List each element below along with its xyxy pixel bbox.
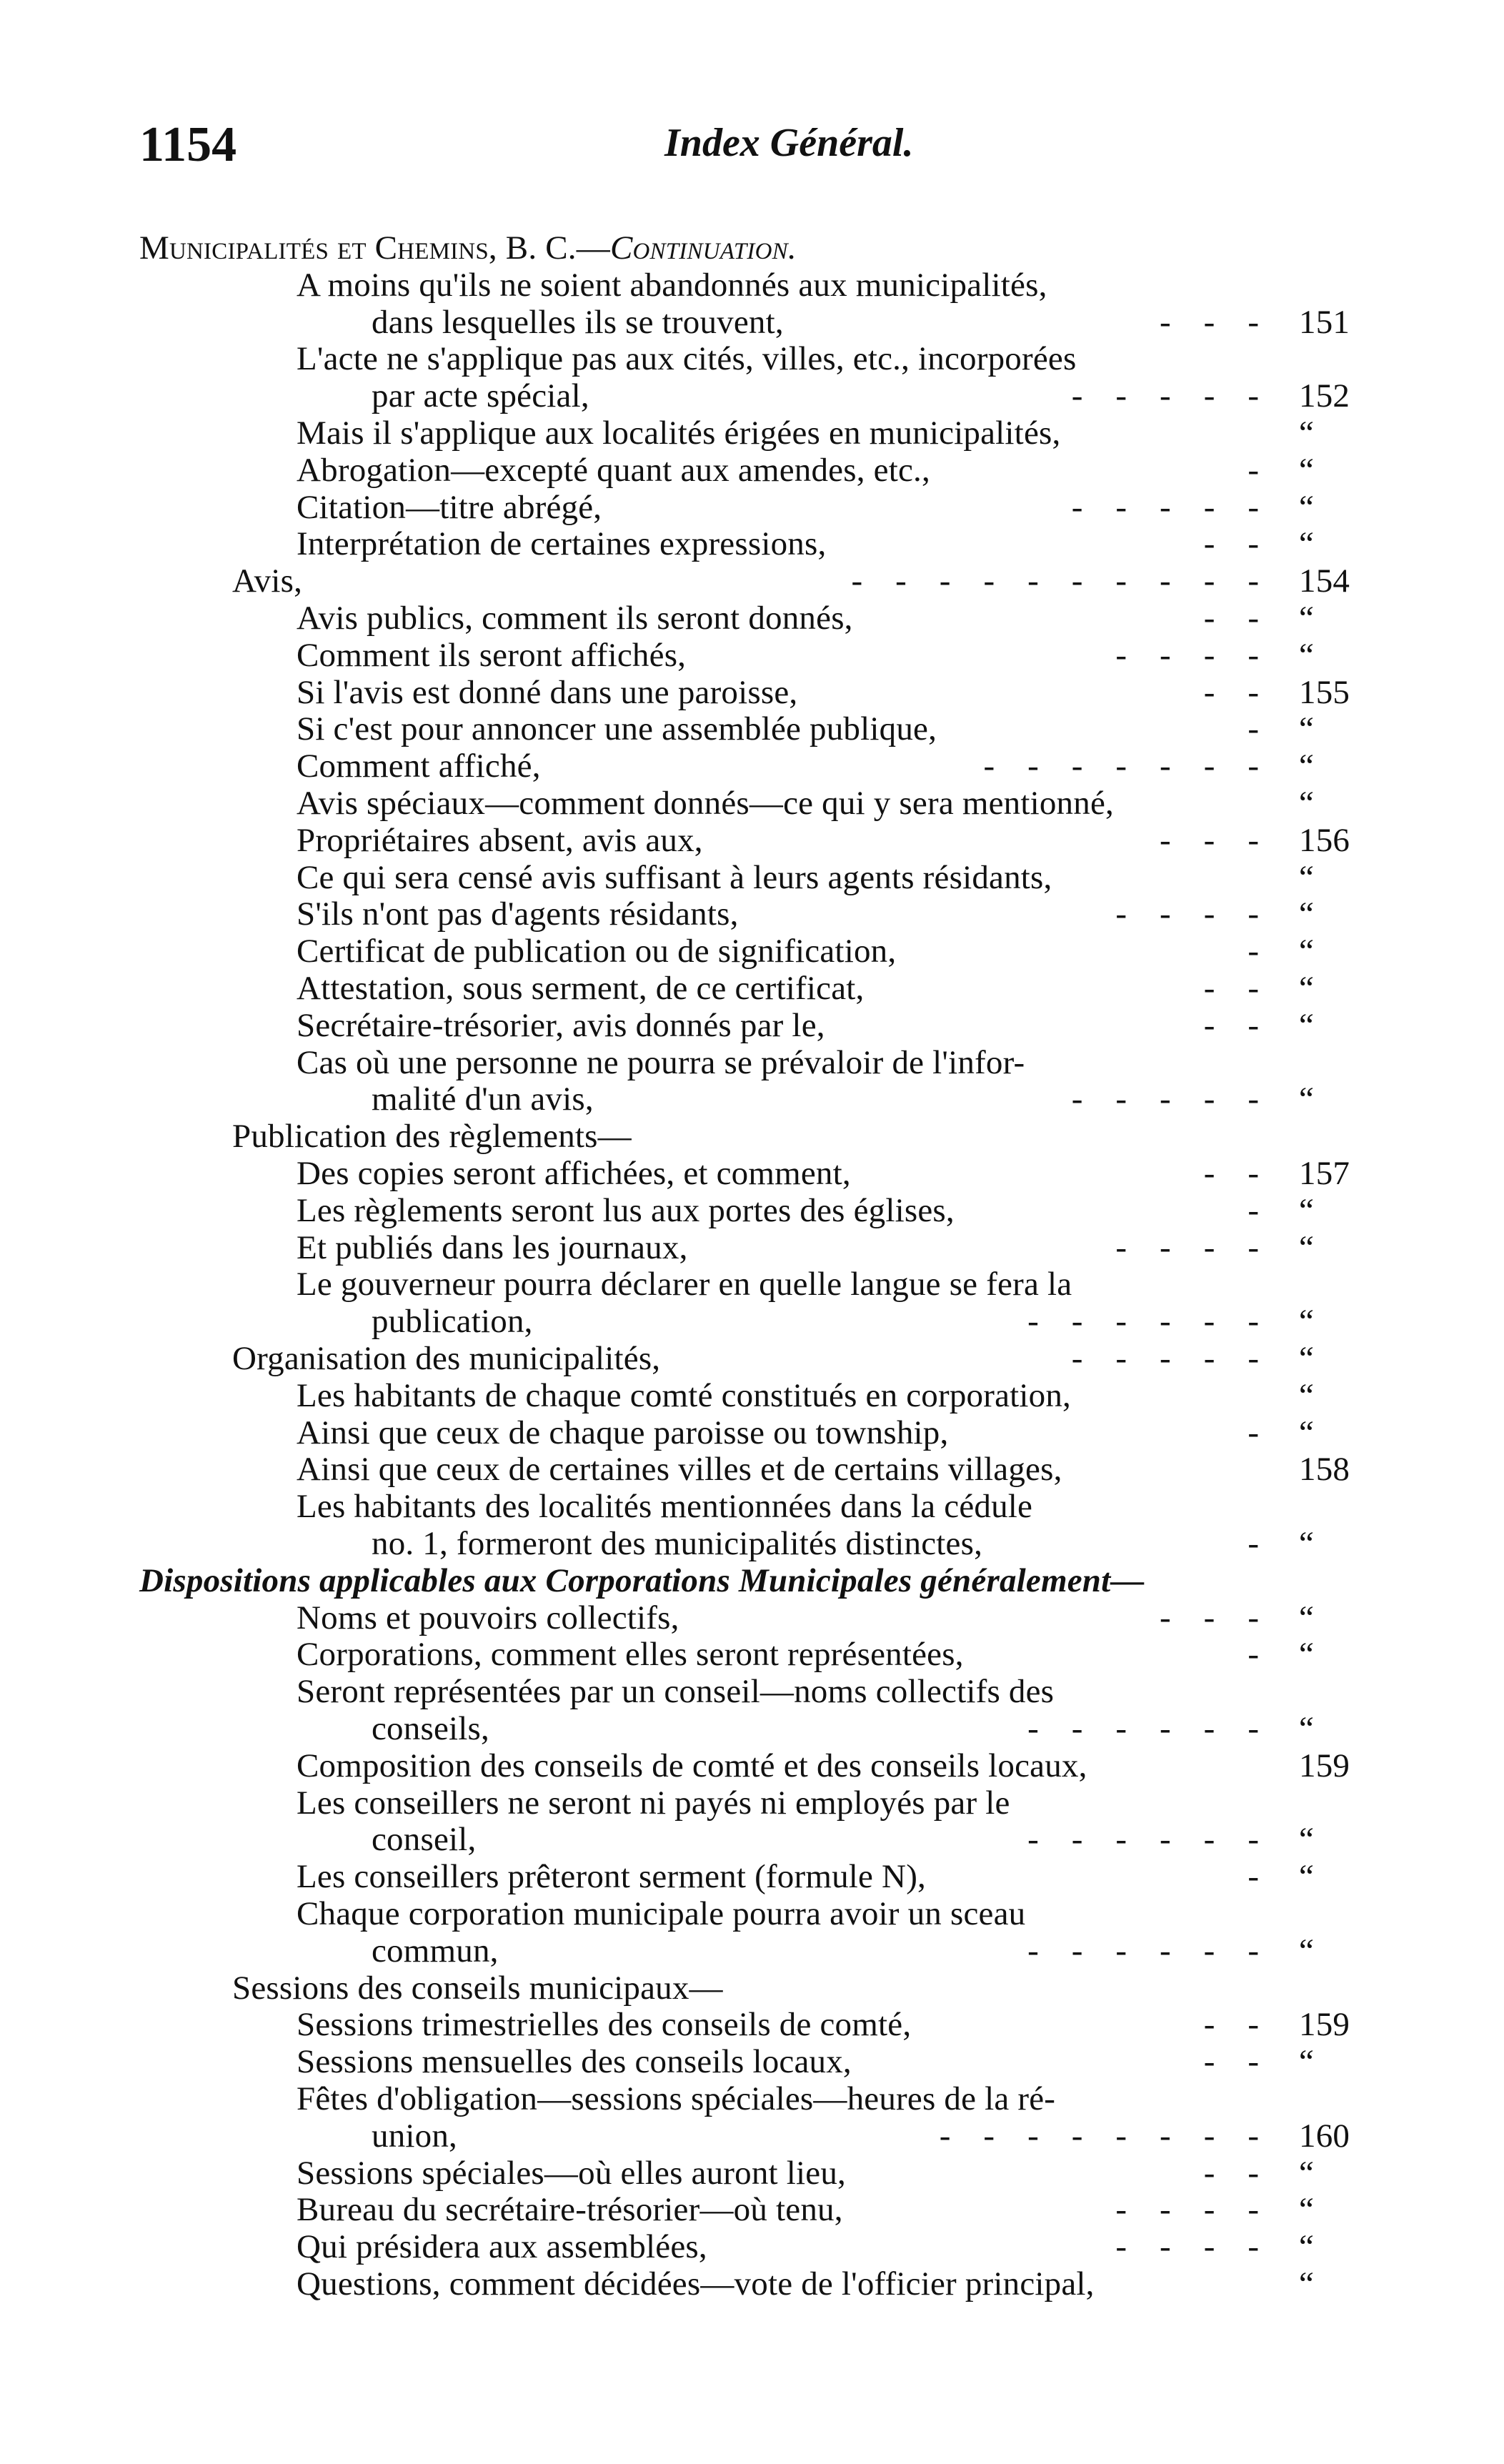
dot-leader: ------	[1027, 1303, 1292, 1340]
index-entry	[0, 451, 1504, 490]
index-entry	[0, 1784, 1504, 1822]
index-entry	[0, 1524, 1504, 1563]
entry-text: commun,	[372, 1932, 499, 1969]
entry-text: Des copies seront affichées, et comment,	[297, 1155, 851, 1192]
page-reference: “	[1299, 1303, 1315, 1340]
index-entry	[0, 2190, 1504, 2229]
entry-text: Cas où une personne ne pourra se prévaloir de l'infor-	[297, 1044, 1025, 1081]
index-entry	[0, 562, 1504, 600]
dot-leader: ----	[1115, 1229, 1292, 1266]
page-reference: “	[1299, 489, 1315, 526]
index-entry	[0, 1709, 1504, 1748]
index-entry	[0, 1932, 1504, 1970]
dot-leader: --	[1203, 2043, 1292, 2080]
entry-text: Citation—titre abrégé,	[297, 489, 602, 526]
entry-text: Ce qui sera censé avis suffisant à leurs agents résidants,	[297, 859, 1052, 896]
entry-text: Si l'avis est donné dans une paroisse,	[297, 674, 798, 711]
page-reference: “	[1299, 1229, 1315, 1266]
entry-text: Ainsi que ceux de chaque paroisse ou township,	[297, 1414, 949, 1451]
dot-leader: --	[1203, 674, 1292, 711]
dot-leader: ------	[1027, 1821, 1292, 1858]
dot-leader: ------	[1027, 1932, 1292, 1969]
index-entry	[0, 2042, 1504, 2081]
running-title: Index Général.	[664, 121, 914, 165]
entry-text: Interprétation de certaines expressions,	[297, 525, 827, 562]
page-reference: “	[1299, 1932, 1315, 1969]
dot-leader: -------	[983, 747, 1292, 785]
index-entry	[0, 599, 1504, 637]
page-reference: 159	[1299, 1747, 1350, 1784]
entry-text: Secrétaire-trésorier, avis donnés par le,	[297, 1007, 825, 1044]
page-reference: “	[1299, 970, 1315, 1007]
index-entry	[0, 1228, 1504, 1267]
index-entry	[0, 1894, 1504, 1933]
page-reference: “	[1299, 637, 1315, 674]
page-reference: “	[1299, 525, 1315, 562]
page-reference: 155	[1299, 674, 1350, 711]
dot-leader: -	[1247, 1192, 1292, 1229]
entry-text: Comment affiché,	[297, 747, 541, 785]
entry-text: Sessions spéciales—où elles auront lieu,	[297, 2155, 846, 2192]
page-reference: “	[1299, 933, 1315, 970]
index-entry	[0, 969, 1504, 1008]
entry-text: union,	[372, 2117, 458, 2155]
entry-text: Avis spéciaux—comment donnés—ce qui y sera mentionné,	[297, 785, 1114, 822]
dot-leader: -----	[1071, 377, 1292, 414]
index-entry	[0, 1154, 1504, 1193]
page-reference: “	[1299, 1858, 1315, 1895]
entry-text: Les règlements seront lus aux portes des églises,	[297, 1192, 955, 1229]
page-reference: “	[1299, 2155, 1315, 2192]
page-reference: “	[1299, 1007, 1315, 1044]
entry-text: Comment ils seront affichés,	[297, 637, 687, 674]
dot-leader: ------	[1027, 1710, 1292, 1747]
entry-text: Sessions trimestrielles des conseils de comté,	[297, 2006, 912, 2043]
entry-text: Sessions des conseils municipaux—	[232, 1969, 723, 2007]
dot-leader: -	[1247, 1525, 1292, 1562]
page-reference: “	[1299, 452, 1315, 489]
index-entry	[0, 1414, 1504, 1452]
entry-text: malité d'un avis,	[372, 1081, 594, 1118]
page-reference: 158	[1299, 1451, 1350, 1488]
page-reference: “	[1299, 1414, 1315, 1451]
entry-text: conseil,	[372, 1821, 477, 1858]
page-number: 1154	[139, 117, 237, 172]
dot-leader: ----------	[851, 562, 1292, 600]
entry-text: Attestation, sous serment, de ce certificat,	[297, 970, 865, 1007]
entry-text: Qui présidera aux assemblées,	[297, 2228, 707, 2265]
index-entry	[0, 377, 1504, 415]
entry-text: Questions, comment décidées—vote de l'officier principal,	[297, 2265, 1095, 2302]
index-entry	[0, 1599, 1504, 1637]
page-reference: “	[1299, 1192, 1315, 1229]
entry-text: Avis publics, comment ils seront donnés,	[297, 600, 853, 637]
page-reference: “	[1299, 1636, 1315, 1673]
index-entry	[0, 784, 1504, 823]
index-entry	[0, 1820, 1504, 1859]
index-entry	[0, 2154, 1504, 2192]
index-entry	[0, 1339, 1504, 1378]
index-entry	[0, 710, 1504, 748]
page-reference: “	[1299, 1710, 1315, 1747]
index-entry	[0, 303, 1504, 342]
entry-text: Propriétaires absent, avis aux,	[297, 822, 703, 859]
dot-leader: -----	[1071, 1340, 1292, 1377]
entry-text: Et publiés dans les journaux,	[297, 1229, 688, 1266]
index-entry	[0, 858, 1504, 897]
page-reference: “	[1299, 1821, 1315, 1858]
entry-text: L'acte ne s'applique pas aux cités, villes, etc., incorporées	[297, 340, 1077, 377]
entry-text: no. 1, formeront des municipalités distinctes,	[372, 1525, 983, 1562]
dot-leader: -	[1247, 1858, 1292, 1895]
page-reference: 160	[1299, 2117, 1350, 2155]
index-entry	[0, 1006, 1504, 1045]
dot-leader: --	[1203, 2006, 1292, 2043]
page-reference: 157	[1299, 1155, 1350, 1192]
index-entry	[0, 525, 1504, 563]
entry-text: Corporations, comment elles seront représentées,	[297, 1636, 964, 1673]
entry-text: dans lesquelles ils se trouvent,	[372, 304, 784, 341]
index-entry	[0, 1672, 1504, 1711]
page-reference: “	[1299, 414, 1315, 452]
page-reference: “	[1299, 1599, 1315, 1636]
index-entry	[0, 229, 1504, 267]
page-reference: “	[1299, 785, 1315, 822]
page-reference: 154	[1299, 562, 1350, 600]
entry-text: Organisation des municipalités,	[232, 1340, 661, 1377]
entry-text: Certificat de publication ou de signification,	[297, 933, 897, 970]
page-reference: 151	[1299, 304, 1350, 341]
entry-text: Abrogation—excepté quant aux amendes, etc.,	[297, 452, 930, 489]
entry-continuation: Continuation.	[609, 229, 797, 267]
dot-leader: --	[1203, 1155, 1292, 1192]
entry-text: Noms et pouvoirs collectifs,	[297, 1599, 679, 1636]
entry-text: Municipalités et Chemins, B. C.—Continuation.	[139, 229, 797, 267]
page-reference: “	[1299, 1340, 1315, 1377]
dot-leader: -----	[1071, 489, 1292, 526]
index-entry	[0, 488, 1504, 527]
page-reference: 159	[1299, 2006, 1350, 2043]
entry-text: Bureau du secrétaire-trésorier—où tenu,	[297, 2191, 843, 2228]
dot-leader: ----	[1115, 895, 1292, 933]
entry-text: Publication des règlements—	[232, 1118, 632, 1155]
entry-text: conseils,	[372, 1710, 489, 1747]
page-reference: “	[1299, 710, 1315, 747]
index-entry	[0, 1561, 1504, 1600]
index-entry	[0, 673, 1504, 712]
entry-text: Chaque corporation municipale pourra avoir un sceau	[297, 1895, 1026, 1932]
index-entry	[0, 636, 1504, 675]
dot-leader: ---	[1160, 822, 1292, 859]
entry-text: publication,	[372, 1303, 533, 1340]
index-entry	[0, 1747, 1504, 1785]
entry-text: Composition des conseils de comté et des conseils locaux,	[297, 1747, 1087, 1784]
entry-text: Sessions mensuelles des conseils locaux,	[297, 2043, 852, 2080]
entry-text: Fêtes d'obligation—sessions spéciales—heures de la ré-	[297, 2080, 1056, 2117]
page-reference: “	[1299, 2191, 1315, 2228]
entry-text: Les conseillers prêteront serment (formule N),	[297, 1858, 926, 1895]
entry-text: Les habitants des localités mentionnées dans la cédule	[297, 1488, 1033, 1525]
page-reference: “	[1299, 895, 1315, 933]
dot-leader: --	[1203, 970, 1292, 1007]
entry-text: Si c'est pour annoncer une assemblée publique,	[297, 710, 937, 747]
dot-leader: ---	[1160, 304, 1292, 341]
page-reference: “	[1299, 600, 1315, 637]
entry-text: Mais il s'applique aux localités érigées en municipalités,	[297, 414, 1061, 452]
index-entry	[0, 1857, 1504, 1896]
page-reference: “	[1299, 1525, 1315, 1562]
dot-leader: --	[1203, 2155, 1292, 2192]
dot-leader: --	[1203, 525, 1292, 562]
entry-text: Ainsi que ceux de certaines villes et de certains villages,	[297, 1451, 1062, 1488]
index-entry	[0, 1302, 1504, 1341]
index-entry	[0, 1043, 1504, 1082]
dot-leader: -	[1247, 1636, 1292, 1673]
index-entry	[0, 2227, 1504, 2266]
page-reference: “	[1299, 747, 1315, 785]
index-entry	[0, 1450, 1504, 1489]
dot-leader: -	[1247, 710, 1292, 747]
index-entry	[0, 821, 1504, 860]
index-entry	[0, 266, 1504, 304]
index-entry	[0, 1265, 1504, 1303]
entry-text: Le gouverneur pourra déclarer en quelle langue se fera la	[297, 1266, 1072, 1303]
index-entry	[0, 2080, 1504, 2118]
index-entry	[0, 339, 1504, 378]
index-entry	[0, 895, 1504, 933]
index-entry	[0, 2265, 1504, 2303]
dot-leader: -----	[1071, 1081, 1292, 1118]
entry-text: par acte spécial,	[372, 377, 589, 414]
index-entry	[0, 1080, 1504, 1118]
entry-text: S'ils n'ont pas d'agents résidants,	[297, 895, 739, 933]
index-entry	[0, 2005, 1504, 2044]
page-reference: 156	[1299, 822, 1350, 859]
page-reference: “	[1299, 2265, 1315, 2302]
page-reference: “	[1299, 1081, 1315, 1118]
page-reference: “	[1299, 2228, 1315, 2265]
dot-leader: --	[1203, 600, 1292, 637]
page-reference: “	[1299, 859, 1315, 896]
dot-leader: --------	[939, 2117, 1292, 2155]
index-entry	[0, 1487, 1504, 1526]
dot-leader: ---	[1160, 1599, 1292, 1636]
entry-text: Les habitants de chaque comté constitués en corporation,	[297, 1377, 1072, 1414]
entry-text: Les conseillers ne seront ni payés ni employés par le	[297, 1784, 1010, 1822]
index-entry	[0, 1117, 1504, 1156]
index-entry	[0, 1635, 1504, 1674]
entry-text: Avis,	[232, 562, 303, 600]
dot-leader: ----	[1115, 637, 1292, 674]
dot-leader: ----	[1115, 2228, 1292, 2265]
page-reference: 152	[1299, 377, 1350, 414]
index-entry	[0, 2117, 1504, 2155]
dot-leader: --	[1203, 1007, 1292, 1044]
dot-leader: ----	[1115, 2191, 1292, 2228]
index-entry	[0, 747, 1504, 785]
dot-leader: -	[1247, 1414, 1292, 1451]
index-entry	[0, 1376, 1504, 1415]
dot-leader: -	[1247, 933, 1292, 970]
entry-text: Dispositions applicables aux Corporations Municipales généralement—	[139, 1562, 1145, 1599]
index-entry	[0, 1191, 1504, 1230]
page-reference: “	[1299, 1377, 1315, 1414]
dot-leader: -	[1247, 452, 1292, 489]
index-entry	[0, 932, 1504, 970]
page-reference: “	[1299, 2043, 1315, 2080]
entry-text: Seront représentées par un conseil—noms collectifs des	[297, 1673, 1055, 1710]
index-entry	[0, 1969, 1504, 2007]
index-entry	[0, 414, 1504, 452]
entry-text: A moins qu'ils ne soient abandonnés aux municipalités,	[297, 267, 1047, 304]
